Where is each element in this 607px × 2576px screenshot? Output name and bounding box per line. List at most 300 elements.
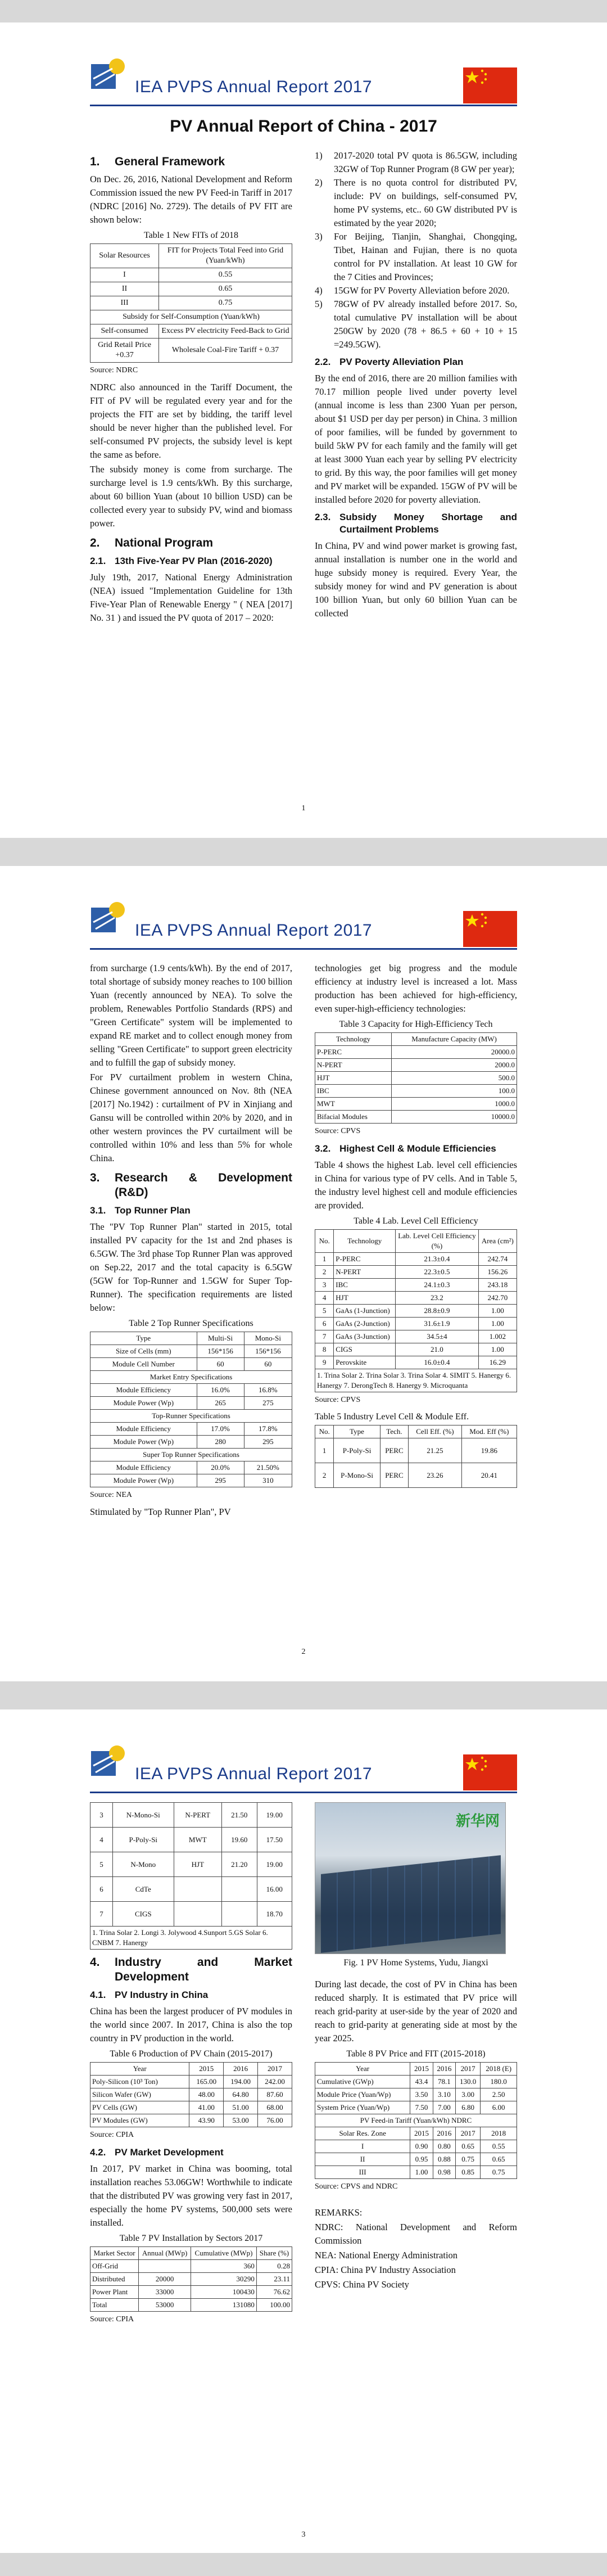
table-cell: HJT xyxy=(174,1852,222,1877)
table-row xyxy=(90,1828,292,1852)
iea-pvps-logo-icon xyxy=(90,1743,129,1783)
table-cell: Perovskite xyxy=(334,1356,396,1369)
table-cell: 87.60 xyxy=(258,2088,292,2101)
table-cell: 1.00 xyxy=(478,1305,517,1318)
subsection-heading: 4.2. PV Market Development xyxy=(90,2147,224,2158)
paragraph: During last decade, the cost of PV in China has been reduced sharply. It is estimated that PV price will reach grid-parity at user-side by the year of 2020 and reach to grid-parity at generating side at most by the year 2025. xyxy=(315,1979,517,2043)
table-row xyxy=(90,2114,292,2127)
table-cell: 242.70 xyxy=(478,1292,517,1305)
fit-table xyxy=(90,243,292,363)
table-cell: Total xyxy=(90,2299,139,2312)
table-cell xyxy=(222,1902,257,1927)
table-cell: 0.28 xyxy=(256,2260,292,2273)
remark-line: CPVS: China PV Society xyxy=(315,2279,409,2290)
table-cell: 180.0 xyxy=(481,2076,517,2088)
table-cell: 3 xyxy=(315,1279,334,1292)
header-title: IEA PVPS Annual Report 2017 xyxy=(135,921,373,940)
table-cell: P-PERC xyxy=(334,1253,396,1266)
remark-line: NEA: National Energy Administration xyxy=(315,2250,458,2261)
table-row xyxy=(90,1384,292,1397)
top-runner-table xyxy=(90,1332,292,1487)
table-cell: Technology xyxy=(315,1033,392,1046)
table-row xyxy=(90,1877,292,1902)
table-source: Source: NEA xyxy=(90,1491,133,1499)
table-cell: 242.00 xyxy=(258,2076,292,2088)
table-cell: 156.26 xyxy=(478,1266,517,1279)
subsection-heading: 3.2. Highest Cell & Module Efficiencies xyxy=(315,1143,496,1154)
table-cell: 30290 xyxy=(191,2273,257,2286)
table-cell: 295 xyxy=(244,1436,292,1449)
iea-pvps-logo-icon xyxy=(90,56,129,96)
table-cell: 20000.0 xyxy=(392,1046,517,1059)
paragraph: July 19th, 2017, National Energy Administration (NEA) issued "Implementation Guideline for 13th Five-Year Plan of Renewable Energy " ( NEA [2017] No. 31 ) and issued the PV quota of 2017 – 2020: xyxy=(90,572,292,623)
table-row xyxy=(315,1318,517,1330)
table-cell: 2018 xyxy=(481,2127,517,2140)
table-cell: 43.90 xyxy=(189,2114,224,2127)
page3-right-column xyxy=(315,1802,517,2293)
table-cell: 100.0 xyxy=(392,1085,517,1098)
paragraph: By the end of 2016, there are 20 million families with 70.17 million people lived under poverty level (annual income is less than 2300 Yuan per person, about $1 USD per day per person) in China. 3 million of poor families, will be funded by government to build 5kW PV for each family and the family will get at least 3000 Yuan each year by selling PV electricity to grid. By this way, the poor families will get money and PV market will be expanded. 15GW of PV will be installed before 2020 for poverty alleviation. xyxy=(315,373,517,505)
table-cell: 17.8% xyxy=(244,1423,292,1436)
table-cell: 2.50 xyxy=(481,2088,517,2101)
table-cell: 5 xyxy=(90,1852,113,1877)
table-row xyxy=(90,2299,292,2312)
table-cell: 16.0±0.4 xyxy=(396,1356,479,1369)
list-item: 3) For Beijing, Tianjin, Shanghai, Chongqing, Tibet, Hainan and Fujian, there is no quota control for PV installation. At least 10 GW for the 7 Cities and Provinces; xyxy=(315,231,517,282)
china-flag-icon xyxy=(463,911,517,947)
table-cell: N-Mono xyxy=(113,1852,174,1877)
table-row xyxy=(90,1371,292,1384)
table-cell: 2015 xyxy=(189,2063,224,2076)
table-cell: 20000 xyxy=(139,2273,191,2286)
table-cell: 2000.0 xyxy=(392,1059,517,1072)
table-cell: Off-Grid xyxy=(90,2260,139,2273)
table-cell: 6 xyxy=(315,1318,334,1330)
table-cell: Distributed xyxy=(90,2273,139,2286)
table-cell xyxy=(139,2260,191,2273)
table-cell: GaAs (2-Junction) xyxy=(334,1318,396,1330)
photo-watermark: 新华网 xyxy=(455,1812,500,1829)
table-row xyxy=(90,1423,292,1436)
page-3 xyxy=(0,1709,607,2553)
table-cell: PERC xyxy=(380,1463,408,1488)
table-row xyxy=(315,1369,517,1392)
table-cell: 9 xyxy=(315,1356,334,1369)
paragraph: Table 4 shows the highest Lab. level cell efficiencies in China for various type of PV cells. And in Table 5, the industry level highest cell and module efficiencies are provided. xyxy=(315,1160,517,1211)
table-row xyxy=(315,2140,517,2153)
table-cell: 2017 xyxy=(258,2063,292,2076)
list-item: 5) 78GW of PV already installed before 2017. So, total cumulative PV installation will be about 250GW by 2020 (78 + 86.5 + 60 + 10 + 15 =249.5GW). xyxy=(315,299,517,350)
table-row xyxy=(315,2076,517,2088)
table-cell: PV Cells (GW) xyxy=(90,2101,189,2114)
table-cell: 1 xyxy=(315,1253,334,1266)
table-cell: CIGS xyxy=(113,1902,174,1927)
table-cell: N-PERT xyxy=(174,1803,222,1828)
table-cell: Annual (MWp) xyxy=(139,2247,191,2260)
table-row xyxy=(90,1803,292,1828)
table-row xyxy=(315,2101,517,2114)
table-cell: 17.50 xyxy=(257,1828,292,1852)
table-row xyxy=(90,324,292,339)
table-cell: Super Top Runner Specifications xyxy=(90,1449,292,1461)
table-header-cell: Solar Resources xyxy=(90,244,159,268)
table-cell: 6 xyxy=(90,1877,113,1902)
table-cell: 7 xyxy=(315,1330,334,1343)
table-cell: 0.65 xyxy=(159,282,292,296)
table-row xyxy=(90,2273,292,2286)
table-cell: 2017 xyxy=(456,2063,481,2076)
table-cell: 165.00 xyxy=(189,2076,224,2088)
table-cell: 21.50 xyxy=(222,1803,257,1828)
table-source: Source: CPVS xyxy=(315,1396,361,1404)
table-cell: 16.8% xyxy=(244,1384,292,1397)
table-cell: GaAs (1-Junction) xyxy=(334,1305,396,1318)
table-cell: 0.65 xyxy=(481,2153,517,2166)
table-cell: 19.60 xyxy=(222,1828,257,1852)
table-cell: 0.75 xyxy=(456,2153,481,2166)
table-row xyxy=(90,2101,292,2114)
table-cell: 194.00 xyxy=(224,2076,258,2088)
figure-caption: Fig. 1 PV Home Systems, Yudu, Jiangxi xyxy=(343,1958,488,1968)
table-cell: N-PERT xyxy=(315,1059,392,1072)
page-header xyxy=(90,900,517,956)
table-cell: 16.0% xyxy=(197,1384,244,1397)
table-cell: 1.00 xyxy=(410,2166,433,2179)
table-cell: 2 xyxy=(315,1266,334,1279)
table-cell: 7.00 xyxy=(433,2101,455,2114)
table-cell: II xyxy=(90,282,159,296)
table-row xyxy=(90,310,292,324)
table-cell: CIGS xyxy=(334,1343,396,1356)
table-row xyxy=(315,2166,517,2179)
paragraph: China has been the largest producer of PV modules in the world since 2007. In 2017, China is also the top country in PV production in the world. xyxy=(90,2006,292,2043)
table-cell: 64.80 xyxy=(224,2088,258,2101)
header-title: IEA PVPS Annual Report 2017 xyxy=(135,1765,373,1783)
paragraph: NDRC also announced in the Tariff Document, the FIT of PV will be regulated every year and for the projects the FIT are set by bidding, the tariff level should be never higher than the published level. For self-consumed PV projects, the subsidy level is kept the same as before. xyxy=(90,382,292,460)
table-cell: 3.00 xyxy=(456,2088,481,2101)
table-cell: 53.00 xyxy=(224,2114,258,2127)
table-cell: 8 xyxy=(315,1343,334,1356)
table-cell: Poly-Silicon (10³ Ton) xyxy=(90,2076,189,2088)
table-cell: Module Efficiency xyxy=(90,1423,197,1436)
table-cell: 0.65 xyxy=(456,2140,481,2153)
table-cell: 100.00 xyxy=(256,2299,292,2312)
section-heading: 2. National Program xyxy=(90,536,214,549)
table-cell: MWT xyxy=(174,1828,222,1852)
subsection-heading: 4.1. PV Industry in China xyxy=(90,1989,209,2000)
table-cell: P-Poly-Si xyxy=(113,1828,174,1852)
remarks-block xyxy=(315,2206,517,2291)
section-heading: 4. Industry and Market Development xyxy=(90,1956,292,1983)
table-row xyxy=(90,1461,292,1474)
table-cell: Grid Retail Price +0.37 xyxy=(90,339,159,363)
table-cell: Cumulative (MWp) xyxy=(191,2247,257,2260)
table-cell: Year xyxy=(90,2063,189,2076)
table-caption: Table 5 Industry Level Cell & Module Eff. xyxy=(315,1412,469,1422)
table-cell: PERC xyxy=(380,1438,408,1463)
table-cell: Type xyxy=(334,1425,380,1438)
table-cell: 265 xyxy=(197,1397,244,1410)
table-cell: 17.0% xyxy=(197,1423,244,1436)
table-cell: P-PERC xyxy=(315,1046,392,1059)
table-cell: 1 xyxy=(315,1438,334,1463)
table-cell: 4 xyxy=(90,1828,113,1852)
table-cell: 21.25 xyxy=(409,1438,462,1463)
table-cell: III xyxy=(315,2166,410,2179)
china-flag-icon xyxy=(463,67,517,103)
table-cell: 31.6±1.9 xyxy=(396,1318,479,1330)
table-cell: 0.55 xyxy=(481,2140,517,2153)
subsection-heading: 2.3. Subsidy Money Shortage and Curtailment Problems xyxy=(315,512,517,535)
table-cell xyxy=(222,1877,257,1902)
table-cell: 2 xyxy=(315,1463,334,1488)
page-number: 1 xyxy=(301,804,306,813)
table-row xyxy=(315,1305,517,1318)
table-cell: 0.88 xyxy=(433,2153,455,2166)
subsection-heading: 2.2. PV Poverty Alleviation Plan xyxy=(315,357,464,367)
table-cell: 156*156 xyxy=(197,1345,244,1358)
table-cell: 130.0 xyxy=(456,2076,481,2088)
table-cell: Module Power (Wp) xyxy=(90,1397,197,1410)
table-cell: Manufacture Capacity (MW) xyxy=(392,1033,517,1046)
table-cell: 310 xyxy=(244,1474,292,1487)
table-row xyxy=(315,2088,517,2101)
table-row xyxy=(90,1449,292,1461)
table-cell: 275 xyxy=(244,1397,292,1410)
table-row xyxy=(315,1046,517,1059)
page3-left-column xyxy=(90,1802,292,2330)
table-cell: 18.70 xyxy=(257,1902,292,1927)
table-cell: Cell Eff. (%) xyxy=(409,1425,462,1438)
table-cell: 360 xyxy=(191,2260,257,2273)
table-cell: Module Efficiency xyxy=(90,1461,197,1474)
table-cell: 500.0 xyxy=(392,1072,517,1085)
table-cell: 2016 xyxy=(433,2063,455,2076)
table-cell: 2018 (E) xyxy=(481,2063,517,2076)
table-cell: 100430 xyxy=(191,2286,257,2299)
table-cell: P-Poly-Si xyxy=(334,1438,380,1463)
page1-left-column xyxy=(90,149,292,626)
table-cell: 131080 xyxy=(191,2299,257,2312)
table-cell: Type xyxy=(90,1332,197,1345)
table-cell: 7.50 xyxy=(410,2101,433,2114)
section-heading: 1. General Framework xyxy=(90,155,225,168)
table-cell: Area (cm²) xyxy=(478,1230,517,1253)
table-row xyxy=(90,2286,292,2299)
capacity-table xyxy=(315,1032,517,1124)
table-row xyxy=(315,1266,517,1279)
table-cell: 2016 xyxy=(224,2063,258,2076)
table-cell: 0.75 xyxy=(159,296,292,310)
table-cell: 53000 xyxy=(139,2299,191,2312)
table-cell: 68.00 xyxy=(258,2101,292,2114)
table-cell: 19.86 xyxy=(461,1438,517,1463)
table-row xyxy=(315,1356,517,1369)
table-cell: No. xyxy=(315,1425,334,1438)
table-cell: 2015 xyxy=(410,2127,433,2140)
table-cell: I xyxy=(90,268,159,282)
table-row xyxy=(90,1902,292,1927)
table-cell: 34.5±4 xyxy=(396,1330,479,1343)
iea-pvps-logo-icon xyxy=(90,900,129,939)
industry-efficiency-table-continued xyxy=(90,1802,292,1950)
page-header xyxy=(90,56,517,112)
table-cell: Solar Res. Zone xyxy=(315,2127,410,2140)
table-cell: 43.4 xyxy=(410,2076,433,2088)
table-cell: Module Cell Number xyxy=(90,1358,197,1371)
table-cell: 24.1±0.3 xyxy=(396,1279,479,1292)
table-cell: 21.3±0.4 xyxy=(396,1253,479,1266)
table-caption: Table 3 Capacity for High-Efficiency Tech xyxy=(339,1019,493,1029)
table-cell: System Price (Yuan/Wp) xyxy=(315,2101,410,2114)
table-cell: 19.00 xyxy=(257,1803,292,1828)
table-cell: N-Mono-Si xyxy=(113,1803,174,1828)
table-cell: 3.10 xyxy=(433,2088,455,2101)
table-cell: 33000 xyxy=(139,2286,191,2299)
table-cell: Market Sector xyxy=(90,2247,139,2260)
table-cell: Multi-Si xyxy=(197,1332,244,1345)
table-cell: Wholesale Coal-Fire Tariff + 0.37 xyxy=(159,339,292,363)
table-row xyxy=(90,1358,292,1371)
table-cell: I xyxy=(315,2140,410,2153)
table-cell: 21.0 xyxy=(396,1343,479,1356)
paragraph: In 2017, PV market in China was booming, total installation reaches 53.06GW! Worthwhile to indicate that the distributed PV was growing very fast in 2017, especially the home PV systems, 500,000 sets were installed. xyxy=(90,2163,292,2228)
table-cell: 2017 xyxy=(456,2127,481,2140)
table-cell: 23.26 xyxy=(409,1463,462,1488)
table-caption: Table 1 New FITs of 2018 xyxy=(144,231,238,240)
table-cell: 0.95 xyxy=(410,2153,433,2166)
table-cell: 10000.0 xyxy=(392,1111,517,1124)
paragraph: The "PV Top Runner Plan" started in 2015, total installed PV capacity for the 1st and 2nd phases is 6.5GW. The 3rd phase Top Runner Plan was approved on Sep.22, 2017 and the total capacity is 6.5GW (5GW for Top-Runner and 1.5GW for Super Top-Runner). The specification requirements are listed below: xyxy=(90,1221,292,1313)
table-cell: 4 xyxy=(315,1292,334,1305)
table-cell: 0.80 xyxy=(433,2140,455,2153)
table-cell: 2015 xyxy=(410,2063,433,2076)
table-cell: 0.85 xyxy=(456,2166,481,2179)
table-row xyxy=(90,1397,292,1410)
paragraph: The subsidy money is come from surcharge. The surcharge level is 1.9 cents/kWh. By this surcharge, about 60 billion Yuan (about 10 billion USD) can be collected every year to subsidy PV, wind and biomass power. xyxy=(90,464,292,529)
table-cell: PV Feed-in Tariff (Yuan/kWh) NDRC xyxy=(315,2114,517,2127)
table-row xyxy=(90,1436,292,1449)
table-cell: N-PERT xyxy=(334,1266,396,1279)
list-item: 2) There is no quota control for distributed PV, include: PV on buildings, self-consumed PV, home PV systems, etc.. 60 GW distributed PV is estimated by the year 2020; xyxy=(315,177,517,228)
table-cell: Subsidy for Self-Consumption (Yuan/kWh) xyxy=(90,310,292,324)
table-row xyxy=(90,1345,292,1358)
table-cell: 243.18 xyxy=(478,1279,517,1292)
table-cell: Excess PV electricity Feed-Back to Grid xyxy=(159,324,292,339)
table-cell: 76.00 xyxy=(258,2114,292,2127)
table-cell: 242.74 xyxy=(478,1253,517,1266)
table-cell: 22.3±0.5 xyxy=(396,1266,479,1279)
table-cell: 295 xyxy=(197,1474,244,1487)
table-cell: Module Power (Wp) xyxy=(90,1436,197,1449)
installation-table xyxy=(90,2246,292,2312)
table-row xyxy=(315,1059,517,1072)
table-row xyxy=(315,1098,517,1111)
table-cell: 280 xyxy=(197,1436,244,1449)
table-cell: 1. Trina Solar 2. Longi 3. Jolywood 4.Sunport 5.GS Solar 6. CNBM 7. Hanergy xyxy=(90,1927,292,1950)
table-caption: Table 8 PV Price and FIT (2015-2018) xyxy=(346,2049,486,2059)
table-row xyxy=(90,1474,292,1487)
table-source: Source: CPVS xyxy=(315,1127,361,1135)
header-rule xyxy=(90,948,517,950)
table-row xyxy=(315,2114,517,2127)
table-row xyxy=(315,1085,517,1098)
lab-efficiency-table xyxy=(315,1229,517,1392)
table-cell: II xyxy=(315,2153,410,2166)
header-rule xyxy=(90,105,517,106)
table-cell: Module Price (Yuan/Wp) xyxy=(315,2088,410,2101)
solar-panels-illustration xyxy=(321,1855,501,1953)
table-cell: 1. Trina Solar 2. Trina Solar 3. Trina Solar 4. SIMIT 5. Hanergy 6. Hanergy 7. DerongTech 8. Hanergy 9. Microquanta xyxy=(315,1369,517,1392)
table-cell: 16.00 xyxy=(257,1877,292,1902)
paragraph: In China, PV and wind power market is growing fast, annual installation is number one in the world and huge subsidy money is required. Every Year, the subsidy money for wind and PV generation is about 100 billion Yuan, but only 60 billion Yuan can be collected xyxy=(315,540,517,619)
table-cell: 6.80 xyxy=(456,2101,481,2114)
paragraph: On Dec. 26, 2016, National Development and Reform Commission issued the new PV Feed-in Tariff in 2017 (NDRC [2016] No. 2729). The details of PV FIT are shown below: xyxy=(90,174,292,225)
table-cell: Power Plant xyxy=(90,2286,139,2299)
table-row xyxy=(90,339,292,363)
subsection-heading: 2.1. 13th Five-Year PV Plan (2016-2020) xyxy=(90,556,273,566)
document-title: PV Annual Report of China - 2017 xyxy=(170,117,437,136)
table-cell: 3 xyxy=(90,1803,113,1828)
table-row xyxy=(90,1852,292,1877)
table-cell: 1.002 xyxy=(478,1330,517,1343)
table-row xyxy=(90,2088,292,2101)
table-cell: 0.75 xyxy=(481,2166,517,2179)
table-cell: Size of Cells (mm) xyxy=(90,1345,197,1358)
paragraph: Stimulated by "Top Runner Plan", PV xyxy=(90,1506,231,1517)
table-cell: 7 xyxy=(90,1902,113,1927)
china-flag-icon xyxy=(463,1754,517,1790)
table-row xyxy=(90,1927,292,1950)
page1-right-column xyxy=(315,149,517,621)
industry-efficiency-table xyxy=(315,1425,517,1488)
table-cell xyxy=(174,1902,222,1927)
table-cell: 21.20 xyxy=(222,1852,257,1877)
production-table xyxy=(90,2062,292,2127)
table-row xyxy=(315,1253,517,1266)
page-header xyxy=(90,1743,517,1799)
table-row xyxy=(315,1279,517,1292)
table-cell: 20.41 xyxy=(461,1463,517,1488)
table-cell: 2016 xyxy=(433,2127,455,2140)
table-cell: Lab. Level Cell Efficiency (%) xyxy=(396,1230,479,1253)
table-row xyxy=(315,2153,517,2166)
section-heading: 3. Research & Development (R&D) xyxy=(90,1171,292,1199)
page-2 xyxy=(0,866,607,1681)
table-cell: 23.11 xyxy=(256,2273,292,2286)
table-cell: 20.0% xyxy=(197,1461,244,1474)
table-caption: Table 2 Top Runner Specifications xyxy=(129,1319,253,1328)
table-cell: Mod. Eff (%) xyxy=(461,1425,517,1438)
table-row xyxy=(315,1438,517,1463)
table-source: Source: CPVS and NDRC xyxy=(315,2182,398,2191)
page2-right-column xyxy=(315,962,517,1488)
table-row xyxy=(90,268,292,282)
table-cell: Top-Runner Specifications xyxy=(90,1410,292,1423)
table-cell: Share (%) xyxy=(256,2247,292,2260)
table-row xyxy=(90,2260,292,2273)
table-cell: 0.98 xyxy=(433,2166,455,2179)
table-cell: 78.1 xyxy=(433,2076,455,2088)
quota-list xyxy=(315,149,517,351)
pv-home-systems-photo xyxy=(315,1802,506,1954)
table-cell: 0.55 xyxy=(159,268,292,282)
table-row xyxy=(315,1343,517,1356)
table-cell: 51.00 xyxy=(224,2101,258,2114)
table-cell: Self-consumed xyxy=(90,324,159,339)
table-cell: 156*156 xyxy=(244,1345,292,1358)
table-row xyxy=(315,1330,517,1343)
